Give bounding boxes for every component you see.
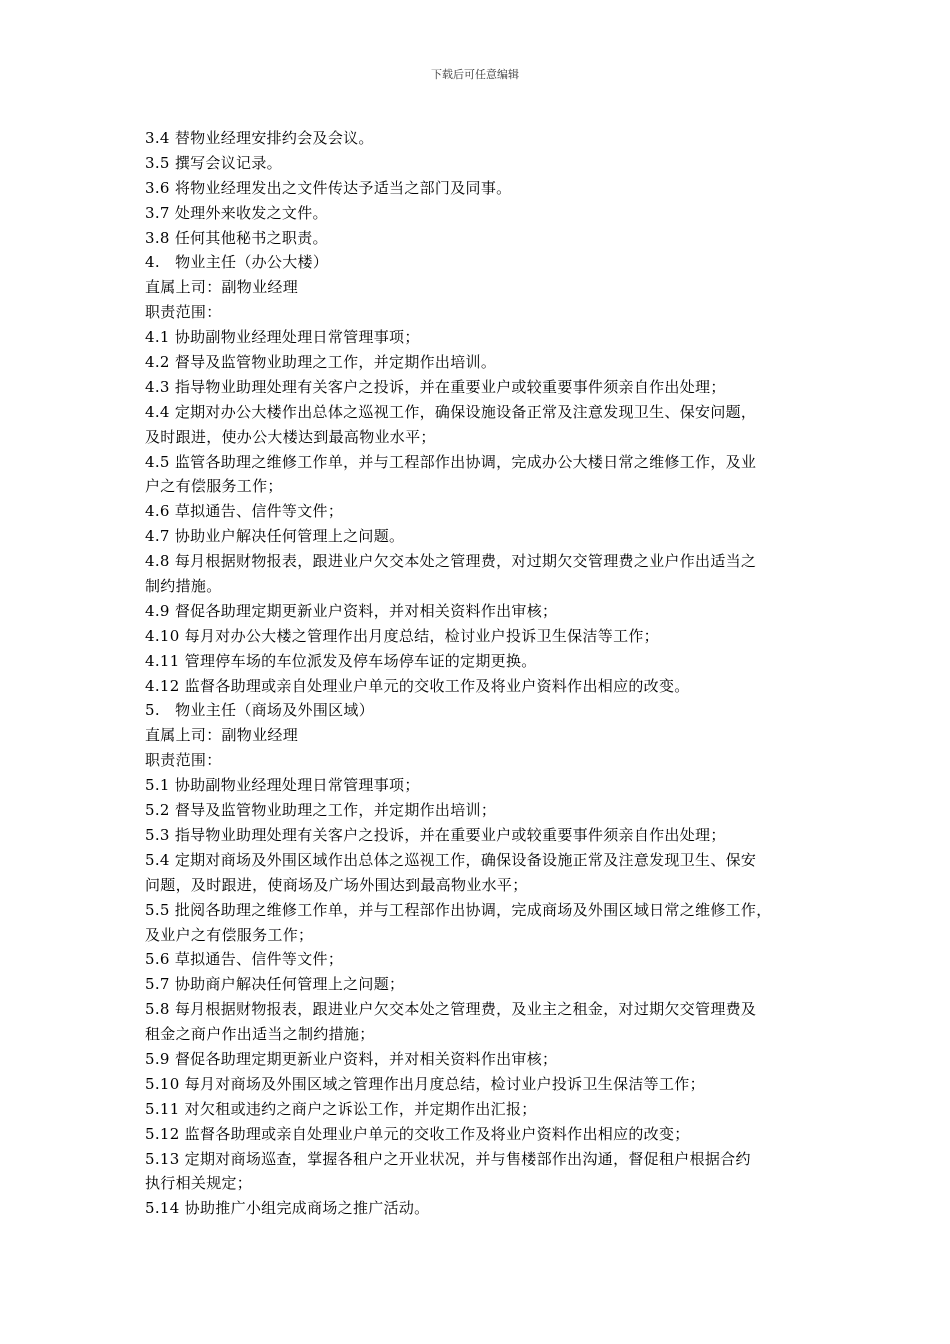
text-line: 及时跟进，使办公大楼达到最高物业水平； bbox=[145, 427, 436, 446]
text-line: 执行相关规定； bbox=[145, 1174, 253, 1193]
text-line: 5.1 协助副物业经理处理日常管理事项； bbox=[145, 776, 420, 795]
text-line: 租金之商户作出适当之制约措施； bbox=[145, 1025, 375, 1044]
text-line: 4.9 督促各助理定期更新业户资料，并对相关资料作出审核； bbox=[145, 601, 558, 620]
text-line: 5.6 草拟通告、信件等文件； bbox=[145, 950, 344, 969]
text-line: 5.2 督导及监管物业助理之工作，并定期作出培训； bbox=[145, 801, 497, 820]
text-line: 直属上司：副物业经理 bbox=[145, 726, 299, 745]
text-line: 3.7 处理外来收发之文件。 bbox=[145, 203, 328, 222]
text-line: 3.5 撰写会议记录。 bbox=[145, 153, 282, 172]
text-line: 4.12 监督各助理或亲自处理业户单元的交收工作及将业户资料作出相应的改变。 bbox=[145, 676, 690, 695]
text-line: 及业户之有偿服务工作； bbox=[145, 925, 314, 944]
text-line: 职责范围： bbox=[145, 303, 222, 322]
text-line: 3.8 任何其他秘书之职责。 bbox=[145, 228, 328, 247]
text-line: 问题，及时跟进，使商场及广场外围达到最高物业水平； bbox=[145, 875, 528, 894]
page-header: 下载后可任意编辑 bbox=[431, 68, 519, 81]
text-line: 户之有偿服务工作； bbox=[145, 477, 283, 496]
text-line: 4.5 监管各助理之维修工作单，并与工程部作出协调，完成办公大楼日常之维修工作，及业 bbox=[145, 452, 757, 471]
text-line: 4.11 管理停车场的车位派发及停车场停车证的定期更换。 bbox=[145, 651, 537, 670]
text-line: 制约措施。 bbox=[145, 577, 222, 596]
text-line: 4. 物业主任（办公大楼） bbox=[145, 253, 329, 272]
text-line: 5.13 定期对商场巡查，掌握各租户之开业状况，并与售楼部作出沟通，督促租户根据合约 bbox=[145, 1149, 751, 1168]
text-line: 5.10 每月对商场及外围区域之管理作出月度总结，检讨业户投诉卫生保洁等工作； bbox=[145, 1074, 705, 1093]
text-line: 5.7 协助商户解决任何管理上之问题； bbox=[145, 975, 405, 994]
text-line: 4.1 协助副物业经理处理日常管理事项； bbox=[145, 328, 420, 347]
text-line: 4.6 草拟通告、信件等文件； bbox=[145, 502, 344, 521]
document-body bbox=[145, 126, 825, 1221]
text-line: 职责范围： bbox=[145, 751, 222, 770]
text-line: 5.9 督促各助理定期更新业户资料，并对相关资料作出审核； bbox=[145, 1049, 558, 1068]
text-line: 5.5 批阅各助理之维修工作单，并与工程部作出协调，完成商场及外围区域日常之维修工作， bbox=[145, 900, 772, 919]
text-line: 5.12 监督各助理或亲自处理业户单元的交收工作及将业户资料作出相应的改变； bbox=[145, 1124, 690, 1143]
text-line: 4.7 协助业户解决任何管理上之问题。 bbox=[145, 527, 405, 546]
text-line: 4.10 每月对办公大楼之管理作出月度总结，检讨业户投诉卫生保洁等工作； bbox=[145, 626, 659, 645]
text-line: 5.8 每月根据财物报表，跟进业户欠交本处之管理费，及业主之租金，对过期欠交管理费及 bbox=[145, 1000, 757, 1019]
text-line: 4.8 每月根据财物报表，跟进业户欠交本处之管理费，对过期欠交管理费之业户作出适当之 bbox=[145, 552, 757, 571]
text-line: 5.3 指导物业助理处理有关客户之投诉，并在重要业户或较重要事件须亲自作出处理； bbox=[145, 825, 726, 844]
text-line: 4.2 督导及监管物业助理之工作，并定期作出培训。 bbox=[145, 353, 497, 372]
text-line: 直属上司：副物业经理 bbox=[145, 278, 299, 297]
text-line: 5.14 协助推广小组完成商场之推广活动。 bbox=[145, 1199, 430, 1218]
text-line: 5.4 定期对商场及外围区域作出总体之巡视工作，确保设备设施正常及注意发现卫生、保安 bbox=[145, 850, 757, 869]
text-line: 4.3 指导物业助理处理有关客户之投诉，并在重要业户或较重要事件须亲自作出处理； bbox=[145, 377, 726, 396]
text-line: 3.4 替物业经理安排约会及会议。 bbox=[145, 129, 374, 147]
text-line: 3.6 将物业经理发出之文件传达予适当之部门及同事。 bbox=[145, 178, 512, 197]
text-line: 4.4 定期对办公大楼作出总体之巡视工作，确保设施设备正常及注意发现卫生、保安问题， bbox=[145, 402, 757, 421]
text-line: 5.11 对欠租或违约之商户之诉讼工作，并定期作出汇报； bbox=[145, 1099, 537, 1118]
text-line: 5. 物业主任（商场及外围区域） bbox=[145, 701, 375, 720]
